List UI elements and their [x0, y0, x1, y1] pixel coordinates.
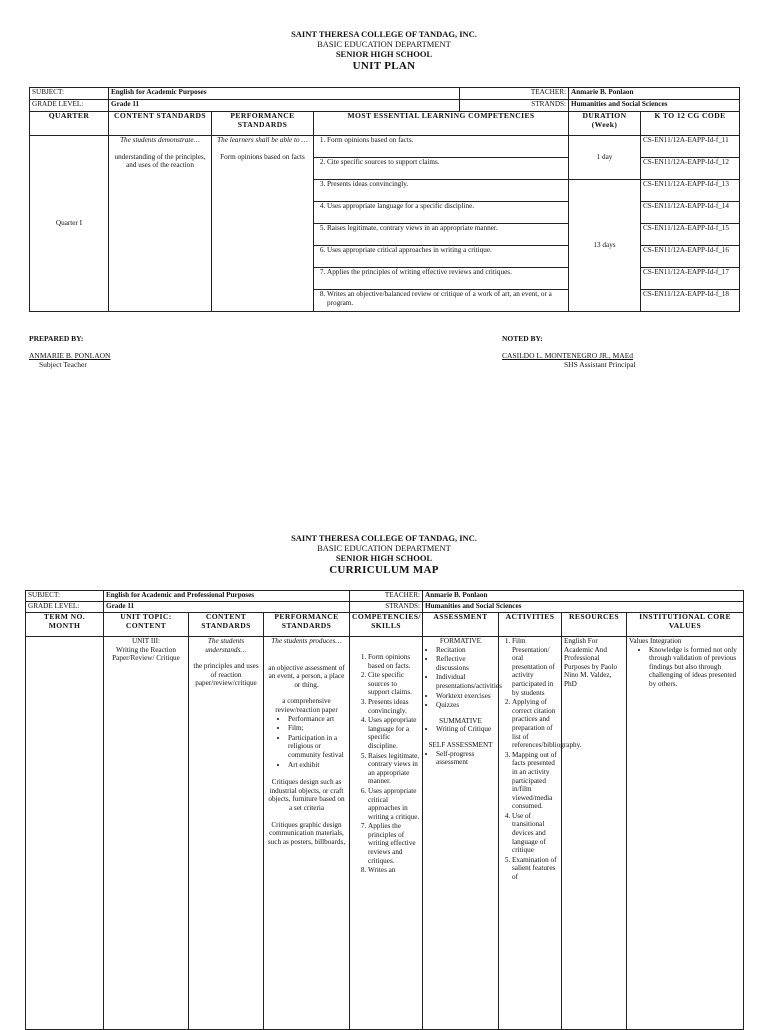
competency-row	[314, 290, 569, 312]
code-cell: CS-EN11/12A-EAPP-Id-f_12	[641, 158, 740, 180]
competency-item: 2. Cite specific sources to support claims.	[327, 158, 566, 167]
competency-item: 1. Form opinions based on facts.	[368, 653, 420, 670]
strands-label: STRANDS:	[350, 602, 423, 613]
competency-row	[314, 224, 569, 246]
teacher-value: Anmarie B. Ponlaon	[423, 591, 744, 602]
assessment-item: • Quizzes	[436, 701, 496, 710]
prepared-by-name: ANMARIE B. PONLAON	[29, 351, 111, 360]
grade-label: GRADE LEVEL:	[26, 602, 104, 613]
perf-list-item: • Art exhibit	[288, 761, 347, 770]
assessment-cell	[423, 637, 502, 1030]
content-standards-cell	[189, 637, 264, 1030]
competency-item: 7. Applies the principles of writing effective reviews and critiques.	[327, 268, 566, 277]
unit-plan-table	[29, 87, 740, 312]
col-duration-header: DURATION (Week)	[569, 112, 641, 136]
competency-row	[314, 268, 569, 290]
perf-body: Form opinions based on facts	[220, 152, 305, 161]
subject-label: SUBJECT:	[26, 591, 104, 602]
noted-by-label: NOTED BY:	[502, 334, 543, 343]
competencies-cell	[350, 637, 423, 1030]
competency-item: 3. Presents ideas convincingly.	[327, 180, 566, 189]
perf-intro: The learners shall be able to …	[217, 136, 308, 144]
department-name: BASIC EDUCATION DEPARTMENT	[317, 39, 451, 49]
unit-number: UNIT III:	[131, 637, 160, 645]
grade-value: Grade 11	[109, 100, 460, 112]
curriculum-map-title: CURRICULUM MAP	[329, 564, 439, 576]
competency-item: 6. Uses appropriate critical approaches in writing a critique.	[327, 246, 566, 255]
strands-value: Humanities and Social Sciences	[569, 100, 740, 112]
competency-item: 1. Form opinions based on facts.	[327, 136, 566, 145]
col-assessment-header: ASSESSMENT	[423, 613, 499, 637]
unit-plan-header	[0, 29, 768, 73]
col-code-header: K TO 12 CG CODE	[641, 112, 740, 136]
values-item: • Knowledge is formed not only through validation of previous findings but also through challenging of ideas presented by others.	[649, 646, 741, 689]
content-intro: The students understands…	[205, 637, 247, 654]
strands-value: Humanities and Social Sciences	[423, 602, 744, 613]
col-competencies-header: COMPETENCIES/ SKILLS	[350, 613, 423, 637]
performance-standards-cell	[212, 136, 314, 312]
competency-item: 4. Uses appropriate language for a specific discipline.	[368, 716, 420, 750]
code-cell: CS-EN11/12A-EAPP-Id-f_15	[641, 224, 740, 246]
noted-by-block	[502, 334, 636, 369]
code-cell: CS-EN11/12A-EAPP-Id-f_16	[641, 246, 740, 268]
competency-row	[314, 136, 569, 158]
code-cell: CS-EN11/12A-EAPP-Id-f_18	[641, 290, 740, 312]
curriculum-map-table	[25, 590, 744, 1030]
competency-item: 3. Presents ideas convincingly.	[368, 698, 420, 715]
school-name: SAINT THERESA COLLEGE OF TANDAG, INC.	[291, 533, 477, 543]
subject-value: English for Academic Purposes	[109, 88, 460, 100]
perf-list-item: • Participation in a religious or community festival	[288, 734, 347, 760]
code-cell: CS-EN11/12A-EAPP-Id-f_11	[641, 136, 740, 158]
competency-item: 8. Writes an objective/balanced review or critique of a work of art, an event, or a program.	[327, 290, 566, 307]
perf-list-item: • Film;	[288, 724, 347, 733]
col-performance-header: PERFORMANCE STANDARDS	[212, 112, 314, 136]
perf-paragraph: Critiques graphic design communication materials, such as posters, billboards,	[267, 820, 346, 846]
performance-standards-cell	[264, 637, 350, 1030]
activity-item: 1. Film Presentation/ oral presentation of activity participated in by students	[512, 637, 559, 697]
quarter-cell: Quarter I	[30, 136, 109, 312]
perf-intro: The students produces…	[271, 637, 342, 645]
col-resources-header: RESOURCES	[562, 613, 627, 637]
activity-item: 5. Examination of salient features of	[512, 856, 559, 882]
duration-cell-2: 13 days	[569, 180, 641, 312]
competency-item: 2. Cite specific sources to support claims.	[368, 671, 420, 697]
prepared-by-role: Subject Teacher	[39, 360, 87, 369]
noted-by-name: CASILDO L. MONTENEGRO JR., MAEd	[502, 351, 634, 360]
competency-item: 7. Applies the principles of writing effective reviews and critiques.	[368, 822, 420, 865]
competency-row	[314, 158, 569, 180]
self-assessment-label: SELF ASSESSMENT	[428, 740, 493, 749]
division-name: SENIOR HIGH SCHOOL	[335, 553, 433, 563]
code-cell: CS-EN11/12A-EAPP-Id-f_17	[641, 268, 740, 290]
perf-paragraph: an objective assessment of an event, a person, a place or thing.	[268, 663, 345, 689]
summative-label: SUMMATIVE	[439, 716, 482, 725]
teacher-label: TEACHER:	[350, 591, 423, 602]
division-name: SENIOR HIGH SCHOOL	[335, 49, 433, 59]
competency-row	[314, 180, 569, 202]
competency-item: 6. Uses appropriate critical approaches in writing a critique.	[368, 787, 420, 821]
unit-plan-title: UNIT PLAN	[352, 60, 416, 72]
unit-topic: Writing the Reaction Paper/Review/ Critique	[112, 645, 180, 663]
col-values-header: INSTITUTIONAL CORE VALUES	[627, 613, 744, 637]
curriculum-map-header	[0, 533, 768, 577]
assessment-item: • Individual presentations/activities	[436, 673, 496, 690]
competency-item: 5. Raises legitimate, contrary views in an appropriate manner.	[327, 224, 566, 233]
col-term-header: TERM NO. MONTH	[26, 613, 104, 637]
perf-paragraph: a comprehensive review/reaction paper	[275, 697, 338, 714]
values-label: Values Integration	[629, 637, 682, 645]
content-body: understanding of the principles, and uses of the reaction	[114, 152, 206, 170]
formative-label: FORMATIVE	[439, 637, 482, 645]
col-performance-header: PERFORMANCE STANDARDS	[264, 613, 350, 637]
activity-item: 3. Mapping out of facts presented in an activity participated in/film viewed/media consumed.	[512, 751, 559, 811]
col-quarter-header: QUARTER	[30, 112, 109, 136]
assessment-item: • Writing of Critique	[436, 725, 496, 734]
duration-cell-1: 1 day	[569, 136, 641, 180]
competency-item: 8. Writes an	[368, 866, 420, 875]
noted-by-role: SHS Assistant Principal	[564, 360, 636, 369]
col-melc-header: MOST ESSENTIAL LEARNING COMPETENCIES	[314, 112, 569, 136]
content-body: the principles and uses of reaction paper/review/critique	[193, 662, 259, 688]
competency-item: 4. Uses appropriate language for a specific discipline.	[327, 202, 566, 211]
col-content-header: CONTENT STANDARDS	[109, 112, 212, 136]
teacher-value: Anmarie B. Ponlaon	[569, 88, 740, 100]
code-cell: CS-EN11/12A-EAPP-Id-f_14	[641, 202, 740, 224]
strands-label: STRANDS:	[460, 100, 569, 112]
unit-topic-cell	[104, 637, 189, 1030]
resources-cell: English For Academic And Professional Purposes by Paolo Nino M. Valdez, PhD	[562, 637, 627, 1030]
assessment-item: • Worktext exercises	[436, 692, 496, 701]
prepared-by-block	[29, 334, 110, 369]
teacher-label: TEACHER:	[460, 88, 569, 100]
competency-row	[314, 246, 569, 268]
activity-item: 4. Use of transitional devices and language of critique	[512, 812, 559, 855]
perf-paragraph: Critiques design such as industrial objects, or craft objects, furniture based on a set criteria	[268, 778, 345, 812]
assessment-item: • Reflective discussions	[436, 655, 496, 672]
activity-item: 2. Applying of correct citation practices and preparation of list of references/bibliography.	[512, 698, 559, 750]
perf-list-item: • Performance art	[288, 715, 347, 724]
grade-label: GRADE LEVEL:	[30, 100, 109, 112]
col-activities-header: ACTIVITIES	[499, 613, 562, 637]
school-name: SAINT THERESA COLLEGE OF TANDAG, INC.	[291, 29, 477, 39]
competency-row	[314, 202, 569, 224]
competency-item: 5. Raises legitimate, contrary views in an appropriate manner.	[368, 752, 420, 786]
code-cell: CS-EN11/12A-EAPP-Id-f_13	[641, 180, 740, 202]
department-name: BASIC EDUCATION DEPARTMENT	[317, 543, 451, 553]
prepared-by-label: PREPARED BY:	[29, 334, 84, 343]
col-unit-header: UNIT TOPIC: CONTENT	[104, 613, 189, 637]
subject-value: English for Academic and Professional Purposes	[104, 591, 350, 602]
activities-cell	[499, 637, 582, 1030]
col-content-header: CONTENT STANDARDS	[189, 613, 264, 637]
grade-value: Grade 11	[104, 602, 350, 613]
assessment-item: • Self-progress assessment	[436, 750, 496, 767]
term-cell	[26, 637, 104, 1030]
content-intro: The students demonstrate…	[120, 136, 200, 144]
core-values-cell	[627, 637, 744, 1030]
subject-label: SUBJECT:	[30, 88, 109, 100]
assessment-item: • Recitation	[436, 646, 496, 655]
content-standards-cell	[109, 136, 212, 312]
